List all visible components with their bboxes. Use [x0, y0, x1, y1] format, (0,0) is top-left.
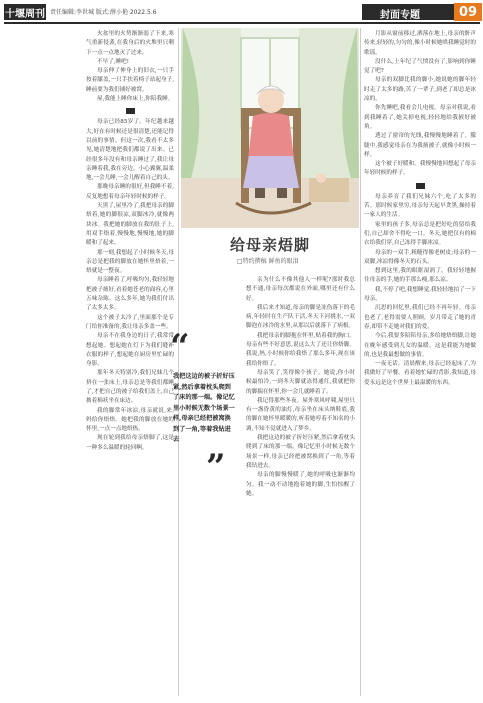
paragraph: 屋,我能上睡你床上,你陪我睡。: [97, 96, 174, 103]
paragraph: 现在轮到我给母亲焐脚了,这是一种多么温暖的轮回啊。: [86, 435, 174, 451]
paragraph: 月影从窗前移过,洒落在地上,母亲的鼾声传来,轻轻的,匀匀的,像小时候她哄我睡觉时的歌谣。: [364, 31, 476, 56]
paragraph: 母亲睡着了,呼吸均匀,我轻轻地把被子掖好,看着她苍老的面容,心里五味杂陈。这么多年,她为我们付出了太多太多。: [86, 277, 174, 312]
newspaper-logo: 十堰周刊: [4, 4, 46, 20]
paragraph: 亲为什么不像其他人一样呢?那时我总想不通,母亲每次都说在外面,哪里还有什么好。: [246, 277, 355, 302]
open-quote-mark: “: [170, 327, 190, 367]
header-rule: [4, 22, 480, 24]
column-middle: [246, 276, 355, 696]
article-title: 给母亲焐脚: [230, 236, 311, 254]
paragraph: 想到这里,我的眼眶湿润了。我轻轻地握住母亲的手,她的手那么瘦,那么凉。: [364, 268, 476, 284]
paragraph: 母亲已经85岁了。年纪越来越大,好在有时候还是很清楚,还能记得以前的事情。但这一次,我看不太多见,她清楚地把我们都说了出来。已经很多年没有和母亲睡过了,我让母亲睡着我,我在旁边。小心翼翼,温柔地,一会儿睡,一会儿醒着自己的头。: [86, 119, 174, 182]
paragraph: 火盆里的火势渐渐弱了下来,寒气重新侵袭,在我身后的火堆里只剩下一点一点地灭了过来。: [86, 31, 174, 56]
editor-meta: 责任编辑:李世城 版式:薛小艳 2022.5.6: [50, 9, 157, 16]
paragraph: 母亲的一双手,粗糙得像老树皮;母亲的一双脚,冰凉得像冬天的石头。: [364, 249, 476, 265]
paragraph: 我,不停了吧,我想睡觉,我轻轻地拍了一下母亲。: [364, 286, 476, 303]
paragraph: 母亲伸了伸身上的旧衣,一只手按着膝盖,一只手扶着椅子站起身子,睡前要为我们铺好被窝。: [86, 68, 174, 93]
paragraph: 天黑了,屋里冷了,我把母亲的脚焐着,她的脚很凉,双脚冰冷,就像两块冰。我把她的脚放在我的肚子上,用双手焐着,慢慢地,慢慢地,她的脚暖和了起来。: [86, 203, 174, 247]
paragraph: 一夜无话。清晨醒来,母亲已经起床了,为我做好了早餐。看着她忙碌的背影,我知道,母爱永远是这个世界上最温暖的东西。: [364, 361, 476, 386]
paragraph: 那一刻,我想起了小时候冬天,母亲总是把我的脚放在她怀里焐着,一焐就是一整夜。: [86, 249, 174, 275]
illustration-svg: [181, 28, 359, 228]
paragraph: 母亲养育了我们兄妹六个,吃了太多的苦。那时候家里穷,母亲每天起早贪黑,操持着一家人的生活。: [364, 193, 476, 219]
paragraph: 那晚母亲睡的很好,但我睡不着,反复地想着母亲年轻时候的样子。: [86, 184, 174, 200]
article-byline: □特约撰稿 鲜鱼的眼泪: [237, 258, 299, 265]
paragraph: 我把母亲的脚抱在怀里,贴着我的胸口。母亲有些不好意思,说这么大了还让你焐脚。我说,妈,小时候你给我焐了那么多年,现在该我给你焐了。: [246, 332, 355, 367]
paragraph: 家里的孩子多,母亲总是把好吃的留给我们,自己却舍不得吃一口。冬天,她把仅有的棉衣给我们穿,自己冻得手脚冰凉。: [364, 221, 476, 247]
paragraph: 母亲不在我身边的日子,我常常想起她。想起她在灯下为我们缝补衣服的样子,想起她在厨房里忙碌的身影。: [86, 333, 174, 368]
paragraph: 你先睡吧,我看会儿电视。母亲对我说,看到我睡着了,她关掉电视,轻轻地给我掖好被角。: [364, 105, 476, 130]
column-divider: [360, 28, 361, 696]
paragraph: 这个被子好暖和。我慢慢地回想起了母亲年轻时候的样子。: [364, 161, 476, 177]
column-left: [86, 30, 174, 696]
section-separator: [126, 108, 135, 114]
paragraph: 我记得那些冬夜。屋外寒风呼啸,屋里只有一盏昏黄的油灯,母亲坐在床头纳鞋底,我的脚在她怀里暖暖的,听着她哼着不知名的小调,不知不觉就进入了梦乡。: [246, 397, 355, 432]
pull-quote: 我把这边的被子折好压紧,然后拿着枕头爬到了床的那一端。像记忆里小时候无数个场景一样,母亲已经把被窝换到了一角,等着我钻进去: [173, 373, 235, 443]
page-header: [0, 0, 483, 22]
paragraph: 这个被子太冷了,里面那个是专门给你准备的,我让母亲多盖一些。: [86, 314, 174, 330]
paragraph: 母亲笑了,笑得像个孩子。她说,你小时候最怕冷,一到冬天脚就冻得通红,我就把你的脚揣在怀里,你一会儿就睡着了。: [246, 369, 355, 395]
column-right: [364, 30, 476, 696]
paragraph: 沉思的回忆里,我们已经不再年轻。母亲也老了,老得需要人照顾。岁月带走了她的青春,却带不走她对我们的爱。: [364, 305, 476, 330]
paragraph: 今后,我要多陪陪母亲,多给她焐焐脚,让她在晚年感受到儿女的温暖。这是我能为她做的,也是我最想做的事情。: [364, 333, 476, 358]
close-quote-mark: ”: [206, 447, 226, 487]
page-number: 09: [454, 3, 482, 21]
illustration-grandmother-rocking-chair: [181, 28, 359, 228]
paragraph: 透过了窗帘的光线,我慢慢地睡着了。朦胧中,我感觉母亲在为我掖被子,就像小时候一样。: [364, 133, 476, 158]
paragraph: 我的脚常年冰凉,母亲就说,来,妈给你焐焐。她把我的脚放在她的怀里,一点一点地焐热。: [86, 407, 174, 433]
paragraph: 不早了,睡吧!: [97, 58, 129, 65]
section-separator: [416, 183, 425, 189]
paragraph: 母亲的脚慢慢暖了,她的呼吸也渐渐均匀。我一动不动地抱着她的脚,生怕惊醒了她。: [246, 472, 355, 497]
paragraph: 我后来才知道,母亲的脚是冻伤落下的毛病,年轻时在生产队干活,冬天下河挑水,一双脚泡在冰冷的水里,从那以后就落下了病根。: [246, 304, 355, 330]
paragraph: 我把这边的被子折好压紧,然后拿着枕头爬到了床的那一端。像记忆里小时候无数个场景一样,母亲已经把被窝换到了一角,等着我钻进去。: [246, 435, 355, 469]
paragraph: 没什么,上年纪了气愤没有了,影响到你睡觉了吧?: [364, 58, 476, 75]
section-title: 封面专题: [380, 10, 420, 21]
paragraph: 那年冬天特别冷,我们兄妹几个挤在一张床上,母亲总是等我们都睡了,才把自己的被子给我们盖上,自己披着棉袄坐在床边。: [86, 370, 174, 405]
paragraph: 母亲的双脚比我的脚小,她说她的脚年轻时走了太多的路,苦了一辈子,到老了却总是冰凉的。: [364, 77, 476, 103]
